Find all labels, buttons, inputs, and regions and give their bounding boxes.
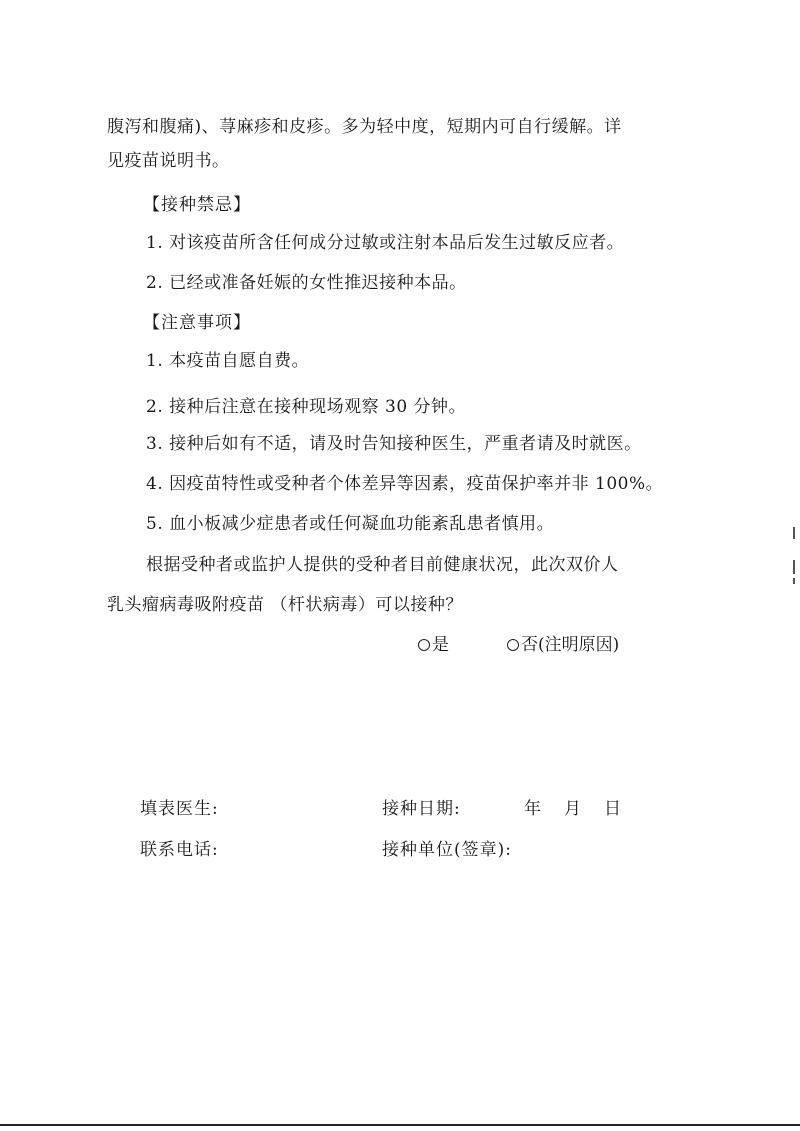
precaution-item-2: 2. 接种后注意在接种现场观察 30 分钟。 <box>146 397 467 417</box>
continuation-line-2: 见疫苗说明书。 <box>107 151 230 171</box>
precaution-item-5: 5. 血小板减少症患者或任何凝血功能紊乱患者慎用。 <box>146 514 555 534</box>
radio-circle-icon[interactable] <box>418 639 430 651</box>
option-no-label: 否(注明原因) <box>521 635 620 655</box>
contraindications-heading: 【接种禁忌】 <box>143 195 251 215</box>
date-year: 年 <box>524 799 542 819</box>
eligibility-question-line-2: 乳头瘤病毒吸附疫苗 （杆状病毒）可以接种？ <box>107 595 463 615</box>
date-day: 日 <box>604 799 622 819</box>
precaution-item-4: 4. 因疫苗特性或受种者个体差异等因素，疫苗保护率并非 100%。 <box>146 474 664 494</box>
precaution-item-3: 3. 接种后如有不适，请及时告知接种医生，严重者请及时就医。 <box>146 434 642 454</box>
vaccination-date-label: 接种日期: <box>382 799 461 819</box>
precautions-heading: 【注意事项】 <box>143 313 251 333</box>
page-bottom-edge <box>0 1124 800 1126</box>
doctor-label: 填表医生: <box>140 799 219 819</box>
option-no[interactable] <box>507 633 619 657</box>
scan-mark <box>793 578 795 584</box>
date-month: 月 <box>564 799 582 819</box>
scan-mark <box>793 527 795 539</box>
continuation-line-1: 腹泻和腹痛)、荨麻疹和皮疹。多为轻中度，短期内可自行缓解。详 <box>107 117 622 137</box>
contraindication-item-1: 1. 对该疫苗所含任何成分过敏或注射本品后发生过敏反应者。 <box>146 233 625 253</box>
radio-circle-icon[interactable] <box>507 639 519 651</box>
phone-label: 联系电话: <box>140 840 219 860</box>
vaccination-unit-label: 接种单位(签章): <box>382 840 512 860</box>
precaution-item-1: 1. 本疫苗自愿自费。 <box>146 351 310 371</box>
eligibility-question-line-1: 根据受种者或监护人提供的受种者目前健康状况，此次双价人 <box>146 555 619 575</box>
contraindication-item-2: 2. 已经或准备妊娠的女性推迟接种本品。 <box>146 273 467 293</box>
option-yes[interactable] <box>418 633 449 657</box>
scan-mark <box>793 560 795 574</box>
option-yes-label: 是 <box>432 635 449 655</box>
